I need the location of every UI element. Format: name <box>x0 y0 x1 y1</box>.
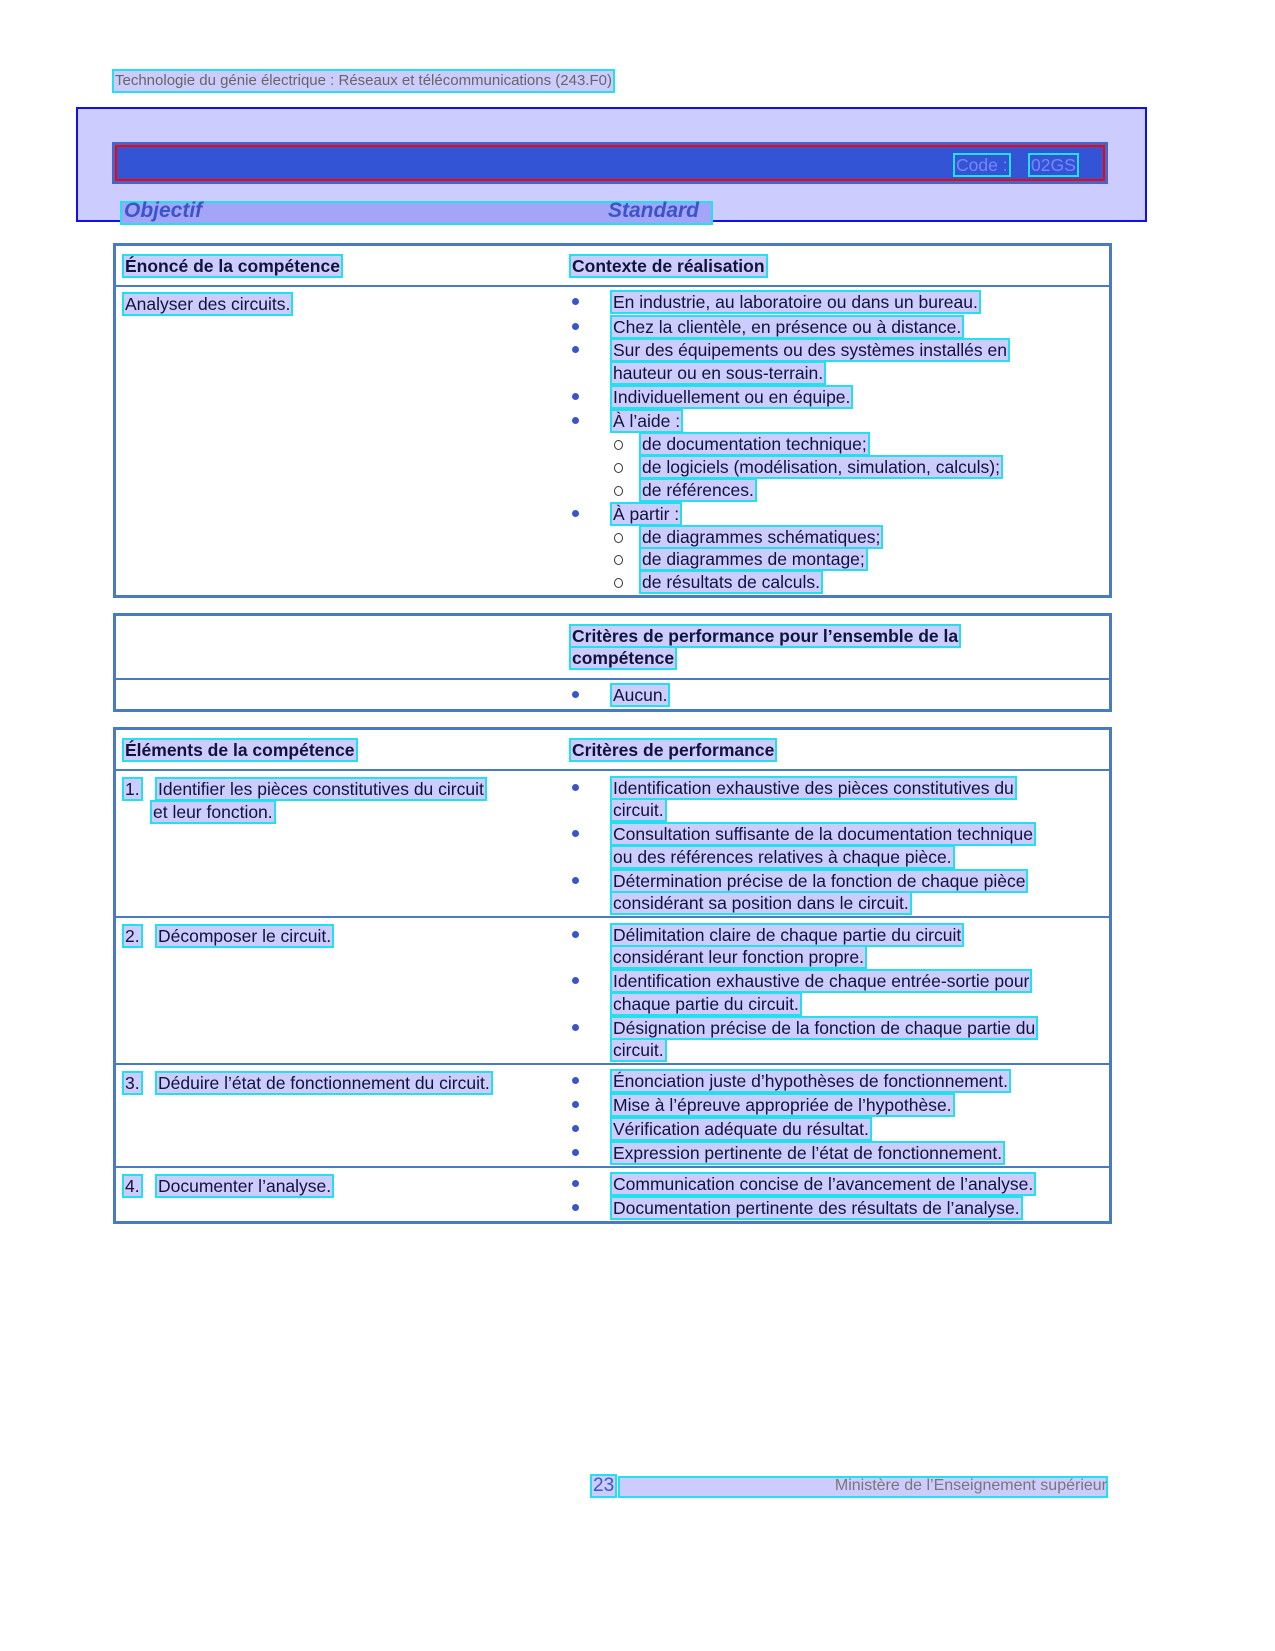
context-subitem: de résultats de calculs. <box>642 572 821 592</box>
bullet-icon <box>572 1204 579 1211</box>
context-subitem: de diagrammes de montage; <box>642 549 865 569</box>
bullet-icon <box>572 393 579 400</box>
column-header-context: Contexte de réalisation <box>572 256 765 276</box>
criterion-item: Documentation pertinente des résultats de l’analyse. <box>613 1198 1020 1218</box>
bullet-icon <box>572 1180 579 1187</box>
bullet-icon <box>572 830 579 837</box>
bullet-icon <box>572 1125 579 1132</box>
criterion-item: Détermination précise de la fonction de chaque pièce <box>613 871 1026 891</box>
bullet-icon <box>572 784 579 791</box>
element-number: 4. <box>125 1176 140 1196</box>
context-subitem: de logiciels (modélisation, simulation, calculs); <box>642 457 1000 477</box>
context-item: Sur des équipements ou des systèmes installés en <box>613 340 1007 360</box>
divider <box>113 916 1109 918</box>
criterion-item: considérant leur fonction propre. <box>613 947 864 967</box>
context-item: hauteur ou en sous-terrain. <box>613 363 824 383</box>
column-header-elements: Éléments de la compétence <box>125 740 355 760</box>
page-number: 23 <box>593 1475 615 1496</box>
element-text: Documenter l’analyse. <box>158 1176 332 1196</box>
element-text: Déduire l’état de fonctionnement du circuit. <box>158 1073 490 1093</box>
objective-label: Objectif <box>124 199 203 222</box>
bullet-icon <box>572 417 579 424</box>
ministry-footer: Ministère de l’Enseignement supérieur <box>834 1477 1107 1494</box>
divider <box>113 285 1109 287</box>
criterion-item: circuit. <box>613 800 664 820</box>
context-item: En industrie, au laboratoire ou dans un bureau. <box>613 292 978 312</box>
bullet-icon <box>572 298 579 305</box>
element-number: 2. <box>125 926 140 946</box>
column-header-global-criteria: compétence <box>572 648 675 668</box>
circle-bullet-icon <box>614 463 623 473</box>
context-subitem: de diagrammes schématiques; <box>642 527 881 547</box>
criterion-item: circuit. <box>613 1040 664 1060</box>
context-item: Chez la clientèle, en présence ou à distance. <box>613 317 962 337</box>
context-item: À l’aide : <box>613 411 681 431</box>
circle-bullet-icon <box>614 555 623 565</box>
bullet-icon <box>572 1024 579 1031</box>
bullet-icon <box>572 691 579 698</box>
criterion-item: Délimitation claire de chaque partie du circuit <box>613 925 962 945</box>
circle-bullet-icon <box>614 440 623 450</box>
bullet-icon <box>572 877 579 884</box>
bullet-icon <box>572 1149 579 1156</box>
bullet-icon <box>572 1101 579 1108</box>
context-item: À partir : <box>613 504 680 524</box>
criterion-item: Aucun. <box>613 685 668 705</box>
competency-statement: Analyser des circuits. <box>125 294 291 314</box>
element-number: 3. <box>125 1073 140 1093</box>
element-number: 1. <box>125 779 140 799</box>
criterion-item: Identification exhaustive des pièces constitutives du <box>613 778 1014 798</box>
divider <box>113 1063 1109 1065</box>
criterion-item: Identification exhaustive de chaque entrée-sortie pour <box>613 971 1030 991</box>
criterion-item: Mise à l’épreuve appropriée de l’hypothèse. <box>613 1095 952 1115</box>
divider <box>113 769 1109 771</box>
bullet-icon <box>572 977 579 984</box>
bullet-icon <box>572 346 579 353</box>
context-subitem: de documentation technique; <box>642 434 867 454</box>
criterion-item: Consultation suffisante de la documentation technique <box>613 824 1033 844</box>
criterion-item: Énonciation juste d’hypothèses de fonctionnement. <box>613 1071 1008 1091</box>
bullet-icon <box>572 1077 579 1084</box>
criterion-item: Communication concise de l’avancement de l’analyse. <box>613 1174 1034 1194</box>
element-text: Décomposer le circuit. <box>158 926 332 946</box>
column-header-criteria: Critères de performance <box>572 740 775 760</box>
criterion-item: chaque partie du circuit. <box>613 994 799 1014</box>
circle-bullet-icon <box>614 486 623 496</box>
bullet-icon <box>572 323 579 330</box>
column-header-statement: Énoncé de la compétence <box>125 256 340 276</box>
standard-label: Standard <box>608 199 700 222</box>
program-header: Technologie du génie électrique : Réseaux et télécommunications (243.F0) <box>115 72 612 89</box>
column-header-global-criteria: Critères de performance pour l’ensemble de la <box>572 626 959 646</box>
bullet-icon <box>572 510 579 517</box>
bullet-icon <box>572 931 579 938</box>
circle-bullet-icon <box>614 578 623 588</box>
criterion-item: Expression pertinente de l’état de fonctionnement. <box>613 1143 1003 1163</box>
context-subitem: de références. <box>642 480 754 500</box>
criterion-item: considérant sa position dans le circuit. <box>613 893 909 913</box>
divider <box>113 678 1109 680</box>
circle-bullet-icon <box>614 533 623 543</box>
code-label: Code : <box>956 155 1008 175</box>
divider <box>113 1166 1109 1168</box>
code-value: 02GS <box>1031 155 1076 175</box>
criterion-item: ou des références relatives à chaque pièce. <box>613 847 952 867</box>
criterion-item: Désignation précise de la fonction de chaque partie du <box>613 1018 1036 1038</box>
context-item: Individuellement ou en équipe. <box>613 387 851 407</box>
criterion-item: Vérification adéquate du résultat. <box>613 1119 869 1139</box>
element-text: Identifier les pièces constitutives du circuit <box>158 779 484 799</box>
element-text: et leur fonction. <box>153 802 273 822</box>
